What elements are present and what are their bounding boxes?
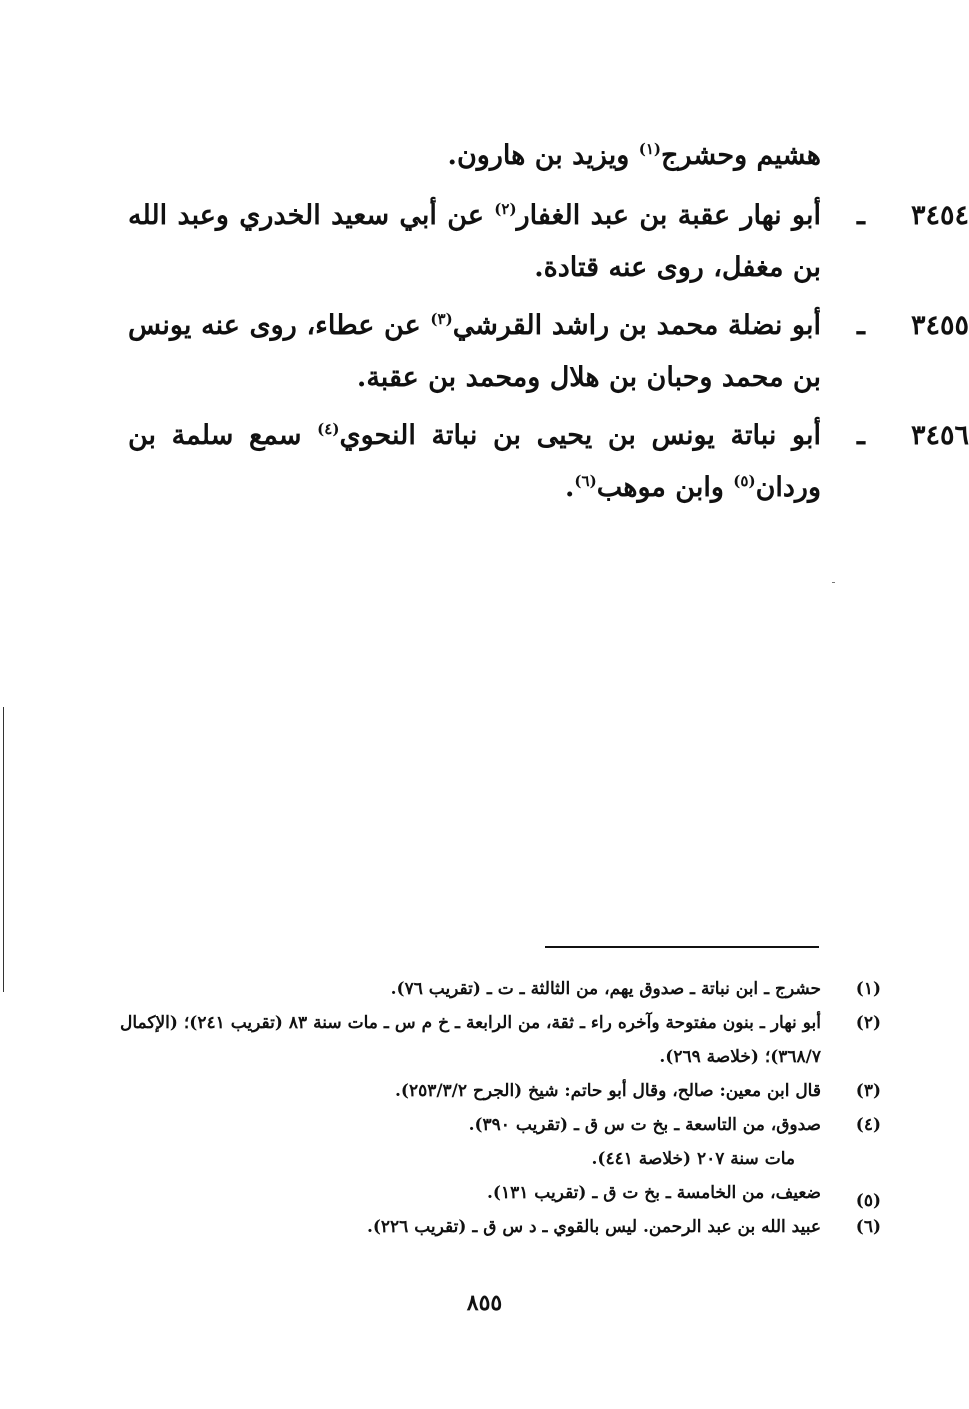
footnote-ref: (٥) (733, 472, 756, 490)
footnote-text: حشرج ـ ابن نباتة ـ صدوق يهم، من الثالثة ـ ت ـ (تقريب ٧٦). (390, 979, 821, 999)
entry-text-part: أبو نهار عقبة بن عبد الغفار (516, 200, 821, 231)
margin-rule (3, 707, 4, 992)
footnote-2 (120, 1006, 881, 1074)
entry-text (128, 190, 821, 294)
entry-number: ٣٤٥٦ (910, 420, 969, 451)
footnote-1 (120, 972, 881, 1006)
page-number: ٨٥٥ (466, 1290, 503, 1316)
footnote-6 (120, 1210, 881, 1244)
entry-number: ٣٤٥٤ (910, 200, 969, 231)
entry-3456 (128, 410, 969, 514)
footnote-3 (120, 1074, 881, 1108)
footnote-number: (٤) (855, 1115, 881, 1135)
entry-text-part: عن عطاء، روى عنه يونس بن محمد وحبان بن هلال ومحمد بن عقبة. (128, 310, 821, 393)
entry-dash: ـ (857, 420, 865, 451)
scan-speck (832, 582, 835, 583)
footnote-ref: (٣) (430, 310, 453, 328)
entry-text (128, 300, 821, 404)
footnote-text-continued: مات سنة ٢٠٧ (خلاصة ٤٤١). (591, 1149, 795, 1169)
footnote-number: (٣) (855, 1081, 881, 1101)
entry-text-part: عن أبي سعيد الخدري وعبد الله بن مغفل، روى عنه قتادة. (128, 200, 821, 283)
footnotes (120, 972, 881, 1244)
footnote-ref: (٤) (317, 420, 340, 438)
entry-text-part: . (565, 472, 575, 503)
entry-3455 (128, 300, 969, 404)
entry-3454 (128, 190, 969, 294)
footnote-5 (120, 1176, 881, 1211)
continuation-line (128, 128, 821, 184)
footnote-number: (٦) (855, 1217, 881, 1237)
footnote-text: أبو نهار ـ بنون مفتوحة وآخره راء ـ ثقة، من الرابعة ـ خ م س ـ مات سنة ٨٣ (تقريب ٢٤١)؛ (الإكمال ٣٦٨/٧)؛ (خلاصة ٢٦٩). (120, 1013, 821, 1067)
footnote-text: عبيد الله بن عبد الرحمن. ليس بالقوي ـ د س ق ـ (تقريب ٢٢٦). (366, 1217, 821, 1237)
footnote-number: (٢) (855, 1013, 881, 1033)
footnote-ref: (١) (638, 140, 662, 158)
entry-text (128, 410, 821, 514)
entry-dash: ـ (857, 200, 865, 231)
continuation-text-end: ويزيد بن هارون. (447, 140, 639, 171)
continuation-text: هشيم وحشرج (661, 140, 821, 171)
entry-text-part: أبو نضلة محمد بن راشد القرشي (452, 310, 822, 341)
footnote-text: صدوق، من التاسعة ـ بخ ت س ق ـ (تقريب ٣٩٠). (468, 1115, 821, 1135)
entry-dash: ـ (857, 310, 865, 341)
footnote-ref: (٢) (494, 200, 517, 218)
entry-text-part: وابن موهب (596, 472, 734, 503)
footnote-number: (٥) (855, 1191, 881, 1211)
footnote-text: قال ابن معين: صالح، وقال أبو حاتم: شيخ (الجرح ٢٥٣/٣/٢). (394, 1081, 821, 1101)
main-text (128, 128, 969, 514)
entry-text-part: سمع سلمة بن وردان (128, 420, 821, 503)
footnote-text: ضعيف، من الخامسة ـ بخ ت ق ـ (تقريب ١٣١). (486, 1183, 821, 1203)
entry-number: ٣٤٥٥ (910, 310, 969, 341)
entry-text-part: أبو نباتة يونس بن يحيى بن نباتة النحوي (339, 420, 821, 451)
footnote-separator (545, 946, 819, 948)
footnote-4 (120, 1108, 881, 1176)
footnote-number: (١) (855, 979, 881, 999)
footnote-ref: (٦) (574, 472, 597, 490)
